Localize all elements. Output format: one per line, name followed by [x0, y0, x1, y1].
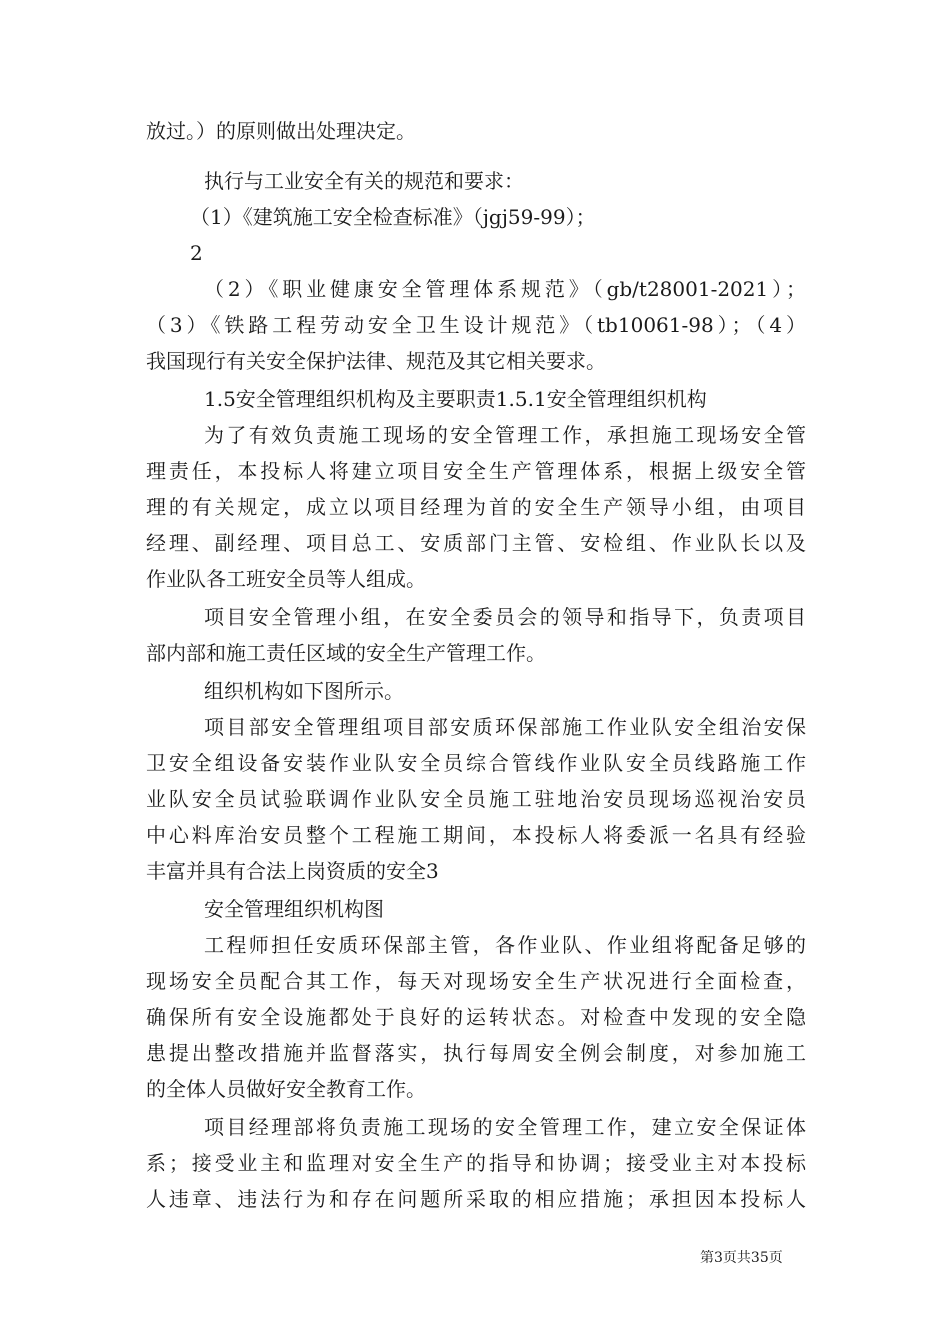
text-line: 安全管理组织机构图 [204, 897, 384, 921]
text-line: 2 [190, 241, 203, 265]
text-line: 确保所有安全设施都处于良好的运转状态。对检查中发现的安全隐 [146, 1005, 806, 1029]
text-line: 部内部和施工责任区域的安全生产管理工作。 [146, 641, 546, 665]
page-number-footer: 第3页共35页 [700, 1250, 783, 1266]
text-line: 的全体人员做好安全教育工作。 [146, 1077, 426, 1101]
text-line: 工程师担任安质环保部主管，各作业队、作业组将配备足够的 [204, 933, 806, 957]
text-line: 1.5安全管理组织机构及主要职责1.5.1安全管理组织机构 [204, 387, 707, 411]
text-line: （3）《铁路工程劳动安全卫生设计规范》（tb10061-98）；（4） [146, 313, 806, 337]
text-line: 经理、副经理、项目总工、安质部门主管、安检组、作业队长以及 [146, 531, 806, 555]
text-line: 丰富并具有合法上岗资质的安全3 [146, 859, 439, 883]
text-line: 为了有效负责施工现场的安全管理工作，承担施工现场安全管 [204, 423, 806, 447]
text-line: 放过。）的原则做出处理决定。 [146, 119, 416, 143]
text-line: 理的有关规定，成立以项目经理为首的安全生产领导小组，由项目 [146, 495, 806, 519]
text-line: 患提出整改措施并监督落实，执行每周安全例会制度，对参加施工 [146, 1041, 806, 1065]
text-line: 项目部安全管理组项目部安质环保部施工作业队安全组治安保 [204, 715, 806, 739]
text-line: 我国现行有关安全保护法律、规范及其它相关要求。 [146, 349, 606, 373]
text-line: 作业队各工班安全员等人组成。 [146, 567, 426, 591]
text-line: 卫安全组设备安装作业队安全员综合管线作业队安全员线路施工作 [146, 751, 806, 775]
text-line: 业队安全员试验联调作业队安全员施工驻地治安员现场巡视治安员 [146, 787, 806, 811]
text-line: 项目经理部将负责施工现场的安全管理工作，建立安全保证体 [204, 1115, 806, 1139]
text-line: 现场安全员配合其工作，每天对现场安全生产状况进行全面检查， [146, 969, 806, 993]
text-line: （1）《建筑施工安全检查标准》（jgj59-99）； [190, 205, 596, 229]
text-line: 项目安全管理小组，在安全委员会的领导和指导下，负责项目 [204, 605, 806, 629]
text-line: 中心料库治安员整个工程施工期间，本投标人将委派一名具有经验 [146, 823, 806, 847]
text-line: 人违章、违法行为和存在问题所采取的相应措施；承担因本投标人 [146, 1187, 806, 1211]
text-line: 系；接受业主和监理对安全生产的指导和协调；接受业主对本投标 [146, 1151, 806, 1175]
text-line: （2）《职业健康安全管理体系规范》（gb/t28001-2021）； [204, 277, 806, 301]
text-line: 组织机构如下图所示。 [204, 679, 404, 703]
text-line: 理责任，本投标人将建立项目安全生产管理体系，根据上级安全管 [146, 459, 806, 483]
text-line: 执行与工业安全有关的规范和要求： [204, 169, 524, 193]
